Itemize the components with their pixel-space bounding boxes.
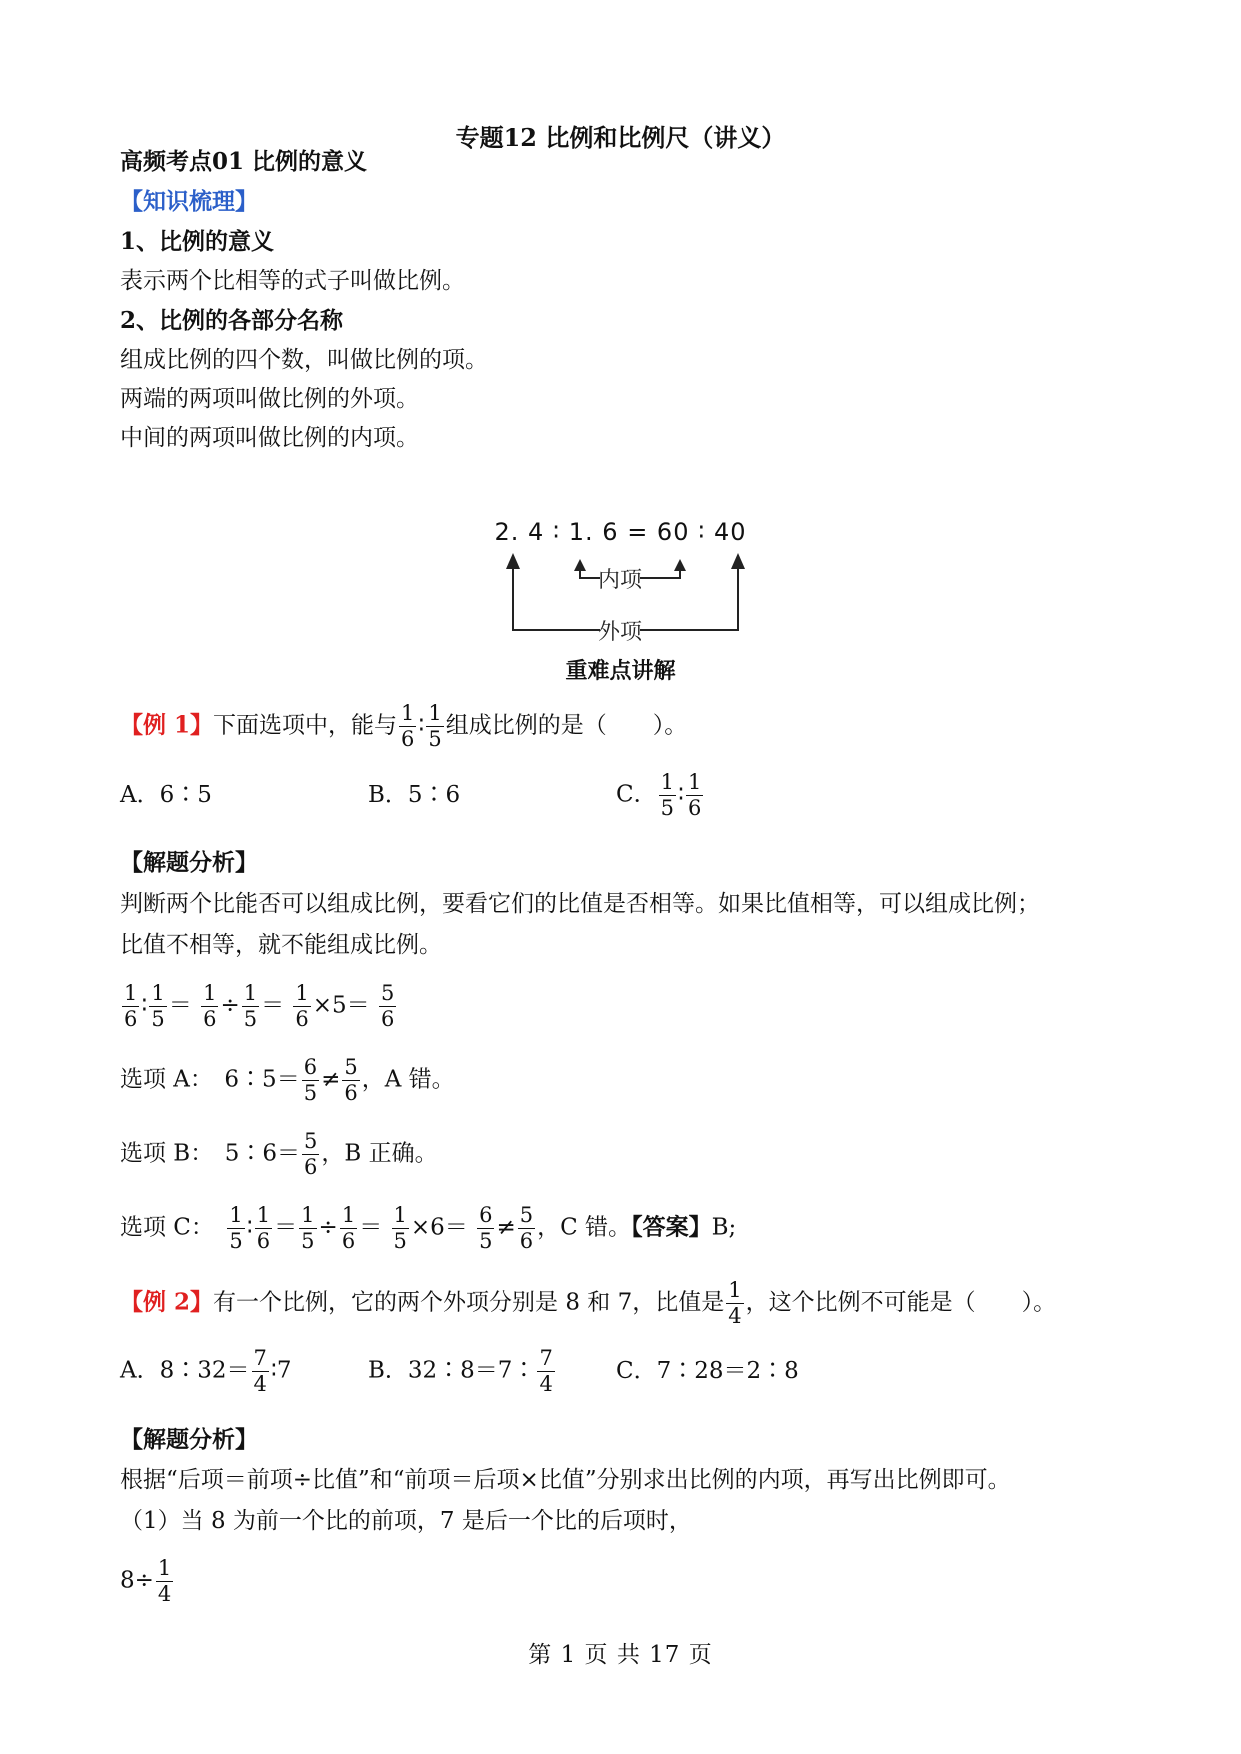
option-a: A．6∶5 bbox=[120, 781, 212, 808]
section-heading: 高频考点01 比例的意义 bbox=[120, 148, 368, 175]
option-c-label: C． bbox=[616, 781, 657, 808]
option-c-analysis: 选项 C： $\frac{1}{5}$ ∶ $\frac{1}{6}$ ＝ $\frac{1}{5}$ ÷ $\frac{1}{6}$ ＝ $\frac{1}{5}$ ×6＝ $\frac{6}{5}$ ≠ $\frac{5}{6}$ ，C 错。【答案】B; bbox=[120, 1203, 737, 1253]
analysis-line-1: 判断两个比能否可以组成比例，要看它们的比值是否相等。如果比值相等，可以组成比例； bbox=[120, 891, 1040, 917]
example-1-question: 【例 1】下面选项中，能与 $\frac{1}{6}$ ∶ $\frac{1}{5}$ 组成比例的是（ ）。 bbox=[120, 701, 688, 751]
heading-1: 1、比例的意义 bbox=[120, 228, 275, 255]
example-1-options bbox=[120, 772, 705, 819]
example-1-tag: 【例 1】 bbox=[120, 711, 214, 739]
key-points-heading: 重难点讲解 bbox=[565, 658, 676, 684]
paragraph-3: 两端的两项叫做比例的外项。 bbox=[120, 386, 419, 412]
option-b: B．32∶8＝7∶ $\frac{7}{4}$ bbox=[368, 1346, 553, 1396]
example-2-options bbox=[120, 1348, 799, 1395]
analysis-2-line-2: （1）当 8 为前一个比的前项，7 是后一个比的后项时， bbox=[120, 1508, 692, 1534]
question-text: 有一个比例，它的两个外项分别是 8 和 7，比值是 bbox=[213, 1289, 725, 1316]
knowledge-tag: 【知识梳理】 bbox=[120, 188, 258, 215]
option-c: C．7∶28＝2∶8 bbox=[616, 1357, 799, 1384]
example-2-question: 【例 2】有一个比例，它的两个外项分别是 8 和 7，比值是 $\frac{1}{4}$ ，这个比例不可能是（ ）。 bbox=[120, 1278, 1057, 1328]
analysis-line-2: 比值不相等，就不能组成比例。 bbox=[120, 932, 442, 958]
analysis-tag: 【解题分析】 bbox=[120, 849, 258, 876]
answer-tag: 【答案】 bbox=[631, 1213, 712, 1241]
proportion-diagram bbox=[470, 515, 770, 645]
option-b-text: B．32∶8＝7∶ bbox=[368, 1357, 536, 1384]
question-text: 组成比例的是（ ）。 bbox=[445, 712, 688, 739]
option-c: C． $\frac{1}{5}$ ∶ $\frac{1}{6}$ bbox=[616, 770, 702, 820]
fraction: $\frac{1}{5}$ bbox=[428, 701, 442, 751]
option-a-tail: ∶7 bbox=[270, 1357, 292, 1384]
option-b: B．5∶6 bbox=[368, 781, 461, 808]
fraction: $\frac{1}{6}$ bbox=[401, 701, 415, 751]
paragraph-1: 表示两个比相等的式子叫做比例。 bbox=[120, 268, 465, 294]
fraction: $\frac{1}{5}$ bbox=[660, 770, 674, 820]
option-a: A．8∶32＝ $\frac{7}{4}$ ∶7 bbox=[120, 1346, 292, 1396]
fraction: $\frac{1}{6}$ bbox=[687, 770, 702, 820]
option-c-verdict: ，C 错。 bbox=[537, 1214, 632, 1241]
option-a-text: A．8∶32＝ bbox=[120, 1357, 250, 1384]
question-text: 下面选项中，能与 bbox=[213, 712, 398, 739]
paragraph-4: 中间的两项叫做比例的内项。 bbox=[120, 425, 419, 451]
outer-term-label: 外项 bbox=[597, 620, 643, 645]
page-title: 专题12 比例和比例尺（讲义） bbox=[455, 123, 786, 152]
option-c-analysis-text: 选项 C： bbox=[120, 1214, 203, 1241]
paragraph-2: 组成比例的四个数，叫做比例的项。 bbox=[120, 347, 488, 373]
calc-line: $\frac{1}{6}$ ∶ $\frac{1}{5}$ ＝ $\frac{1}{6}$ ÷ $\frac{1}{5}$ ＝ $\frac{1}{6}$ ×5＝ $\frac{5}{6}$ bbox=[124, 981, 395, 1031]
page-footer: 第 1 页 共 17 页 bbox=[528, 1642, 713, 1668]
question-text: ，这个比例不可能是（ ）。 bbox=[745, 1289, 1057, 1316]
heading-2: 2、比例的各部分名称 bbox=[120, 307, 344, 334]
analysis-2-calc: 8÷ $\frac{1}{4}$ bbox=[120, 1556, 172, 1606]
inner-term-label: 内项 bbox=[597, 568, 643, 593]
calc-text: 8÷ bbox=[120, 1567, 154, 1594]
analysis-2-line-1: 根据“后项＝前项÷比值”和“前项＝后项×比值”分别求出比例的内项，再写出比例即可。 bbox=[120, 1467, 1011, 1493]
option-a-analysis: 选项 A： 6∶5＝ $\frac{6}{5}$ ≠ $\frac{5}{6}$ ，A 错。 bbox=[120, 1055, 455, 1105]
option-b-analysis-text: 选项 B： 5∶6＝ bbox=[120, 1140, 300, 1167]
option-b-verdict: ，B 正确。 bbox=[321, 1140, 438, 1167]
option-b-analysis: 选项 B： 5∶6＝ $\frac{5}{6}$ ，B 正确。 bbox=[120, 1129, 438, 1179]
proportion-equation: 2. 4 ∶ 1. 6 = 60 ∶ 40 bbox=[494, 518, 747, 546]
option-a-analysis-text: 选项 A： 6∶5＝ bbox=[120, 1066, 300, 1093]
option-a-verdict: ，A 错。 bbox=[361, 1066, 455, 1093]
analysis-tag-2: 【解题分析】 bbox=[120, 1426, 258, 1453]
answer-value: B; bbox=[711, 1214, 737, 1241]
example-2-tag: 【例 2】 bbox=[120, 1288, 214, 1316]
